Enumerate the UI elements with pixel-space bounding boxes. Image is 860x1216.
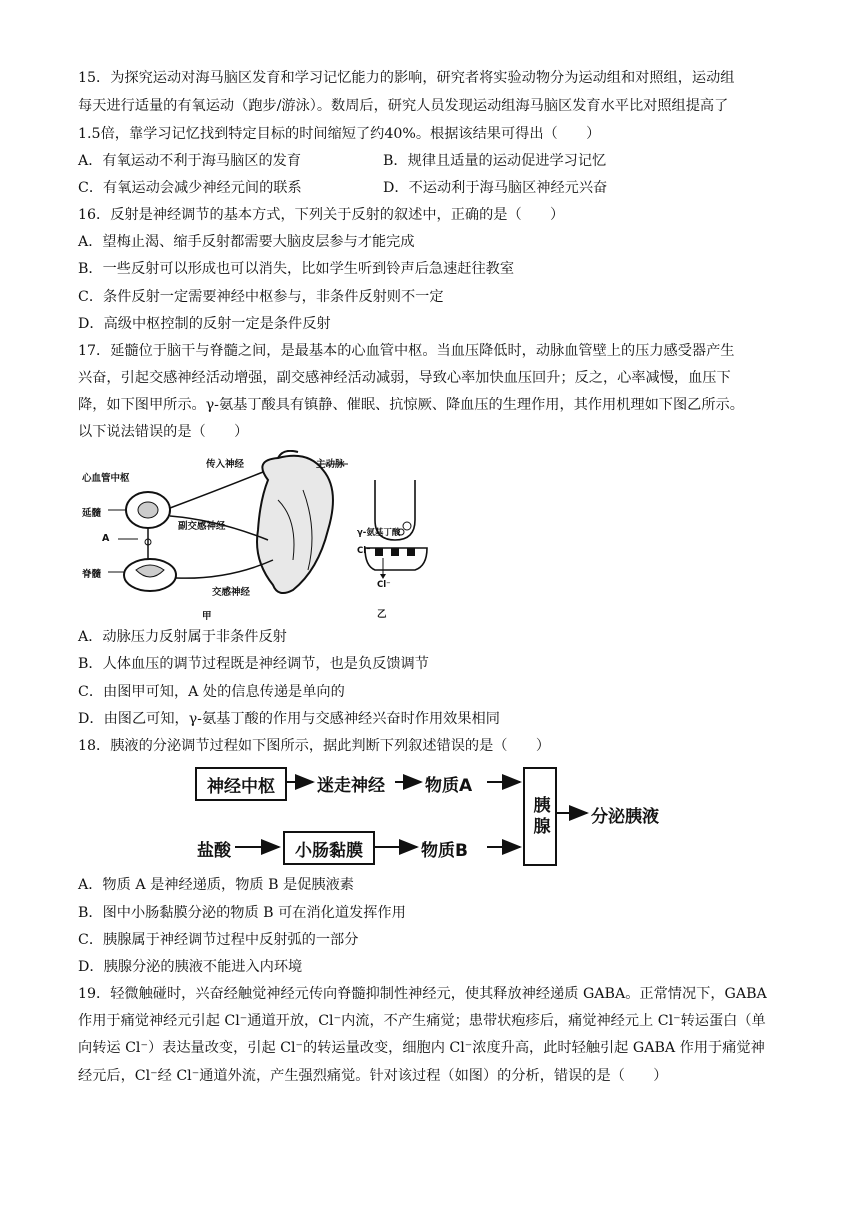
q15-option-d: D．不运动利于海马脑区神经元兴奋	[383, 180, 608, 196]
q17-option-b: B．人体血压的调节过程既是神经调节，也是负反馈调节	[78, 656, 429, 672]
q18-option-a: A．物质 A 是神经递质，物质 B 是促胰液素	[78, 877, 354, 893]
q15-option-a: A．有氧运动不利于海马脑区的发育	[78, 153, 302, 169]
figure-yi	[355, 480, 435, 620]
q17-option-d: D．由图乙可知，γ-氨基丁酸的作用与交感神经兴奋时作用效果相同	[78, 711, 500, 727]
label-cl-top: Cl⁻	[357, 546, 371, 556]
q17-option-c: C．由图甲可知，A 处的信息传递是单向的	[78, 684, 345, 700]
label-hcl: 盐酸	[197, 841, 231, 861]
label-substance-b: 物质B	[421, 841, 468, 861]
q17-stem-line3: 降，如下图甲所示。γ-氨基丁酸具有镇静、催眠、抗惊厥、降血压的生理作用，其作用机理如下图乙所示。	[78, 397, 744, 413]
box-pancreas: 胰腺	[523, 767, 557, 866]
q18-option-d: D．胰腺分泌的胰液不能进入内环境	[78, 959, 303, 975]
q19-stem-line1: 19．轻微触碰时，兴奋经触觉神经元传向脊髓抑制性神经元，使其释放神经递质 GABA。正常情况下，GABA	[78, 986, 767, 1002]
label-spine: 脊髓	[82, 569, 102, 580]
q17-stem-line1: 17．延髓位于脑干与脊髓之间，是最基本的心血管中枢。当血压降低时，动脉血管壁上的压力感受器产生	[78, 343, 735, 359]
q16-option-b: B．一些反射可以形成也可以消失，比如学生听到铃声后急速赶往教室	[78, 261, 515, 277]
label-cardio-center: 心血管中枢	[82, 473, 130, 484]
q16-option-c: C．条件反射一定需要神经中枢参与，非条件反射则不一定	[78, 289, 444, 305]
q15-option-c: C．有氧运动会减少神经元间的联系	[78, 180, 302, 196]
q16-option-d: D．高级中枢控制的反射一定是条件反射	[78, 316, 331, 332]
q17-option-a: A．动脉压力反射属于非条件反射	[78, 629, 287, 645]
label-a: A	[102, 533, 110, 544]
box-nerve-center: 神经中枢	[195, 767, 287, 801]
q15-option-b: B．规律且适量的运动促进学习记忆	[383, 153, 607, 169]
q19-stem-line2: 作用于痛觉神经元引起 Cl⁻通道开放，Cl⁻内流，不产生痛觉；患带状疱疹后，痛觉神经元上 Cl⁻转运蛋白（单	[78, 1013, 766, 1029]
q16-option-a: A．望梅止渴、缩手反射都需要大脑皮层参与才能完成	[78, 234, 415, 250]
q19-stem-line4: 经元后，Cl⁻经 Cl⁻通道外流，产生强烈痛觉。针对该过程（如图）的分析，错误的是（ ）	[78, 1068, 668, 1084]
label-vagus-nerve: 迷走神经	[317, 776, 385, 796]
figure-jia	[78, 450, 358, 620]
label-yi: 乙	[377, 609, 387, 620]
q19-stem-line3: 向转运 Cl⁻）表达量改变，引起 Cl⁻的转运量改变，细胞内 Cl⁻浓度升高，此时轻触引起 GABA 作用于痛觉神	[78, 1040, 765, 1056]
label-sympathetic: 交感神经	[212, 587, 251, 598]
label-aorta: 主动脉	[316, 459, 345, 470]
label-substance-a: 物质A	[425, 776, 473, 796]
q17-stem-line4: 以下说法错误的是（ ）	[78, 424, 249, 440]
figure-pancreas-flow	[195, 763, 675, 878]
label-parasympathetic: 副交感神经	[178, 521, 226, 532]
label-afferent: 传入神经	[206, 459, 245, 470]
label-medulla: 延髓	[82, 508, 102, 519]
q18-option-b: B．图中小肠黏膜分泌的物质 B 可在消化道发挥作用	[78, 905, 406, 921]
label-gaba: γ-氨基丁酸	[357, 528, 401, 538]
label-jia: 甲	[202, 611, 212, 622]
q17-stem-line2: 兴奋，引起交感神经活动增强，副交感神经活动减弱，导致心率加快血压回升；反之，心率减慢，血压下	[78, 370, 731, 386]
q16-stem: 16．反射是神经调节的基本方式，下列关于反射的叙述中，正确的是（ ）	[78, 207, 565, 223]
q15-stem-line2: 每天进行适量的有氧运动（跑步/游泳）。数周后，研究人员发现运动组海马脑区发育水平比对照组提高了	[78, 98, 729, 114]
q18-stem: 18．胰液的分泌调节过程如下图所示，据此判断下列叙述错误的是（ ）	[78, 738, 551, 754]
q15-stem-line1: 15．为探究运动对海马脑区发育和学习记忆能力的影响，研究者将实验动物分为运动组和对照组，运动组	[78, 70, 735, 86]
q18-option-c: C．胰腺属于神经调节过程中反射弧的一部分	[78, 932, 359, 948]
box-intestinal-mucosa: 小肠黏膜	[283, 831, 375, 865]
label-cl-bottom: Cl⁻	[377, 580, 391, 590]
q15-stem-line3: 1.5倍，靠学习记忆找到特定目标的时间缩短了约40%。根据该结果可得出（ ）	[78, 126, 601, 142]
label-secrete-juice: 分泌胰液	[591, 807, 659, 827]
